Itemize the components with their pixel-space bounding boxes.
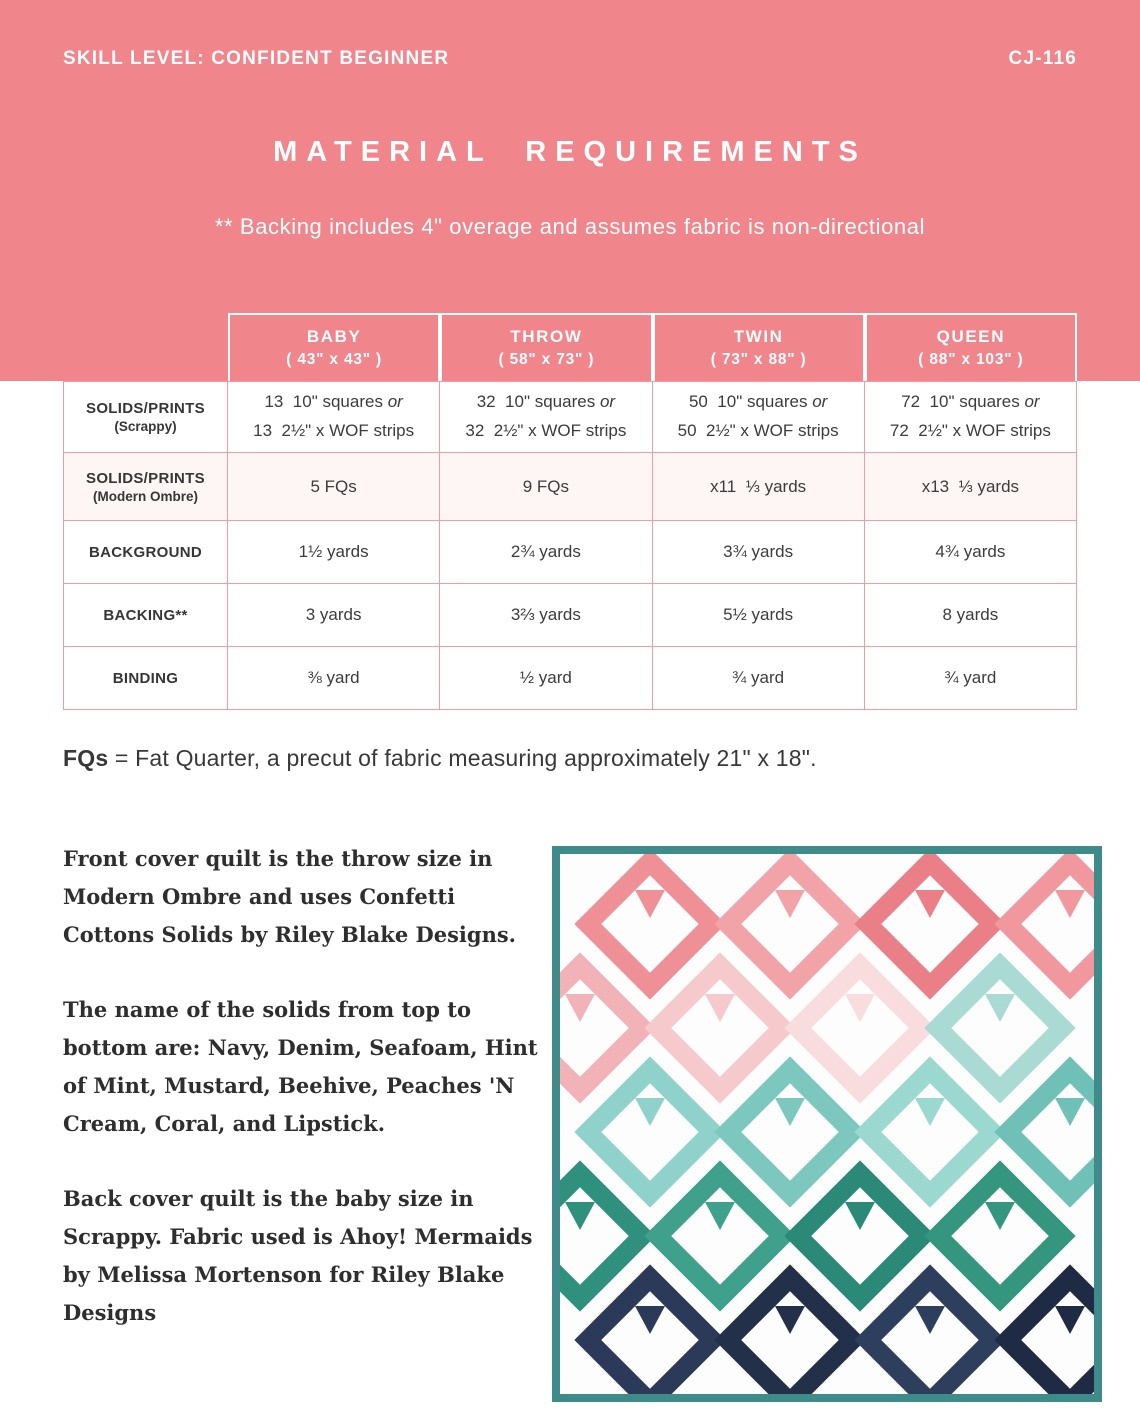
table-cell: ½ yard <box>440 647 652 710</box>
column-header-throw <box>440 313 652 381</box>
table-cell: 13 10" squares or 13 2½" x WOF strips <box>228 381 440 453</box>
description-column <box>63 840 541 1369</box>
row-label-binding: BINDING <box>63 647 228 710</box>
table-cell: 9 FQs <box>440 453 652 521</box>
column-name: TWIN <box>733 327 784 346</box>
pattern-code: CJ-116 <box>1008 48 1077 69</box>
row-label-background: BACKGROUND <box>63 521 228 584</box>
table-cell: 32 10" squares or 32 2½" x WOF strips <box>440 381 652 453</box>
skill-level-text: SKILL LEVEL: CONFIDENT BEGINNER <box>63 48 450 69</box>
column-size: ( 43" x 43" ) <box>286 351 382 368</box>
backing-note: ** Backing includes 4" overage and assumes fabric is non-directional <box>214 214 926 239</box>
table-cell: ¾ yard <box>865 647 1077 710</box>
table-header-spacer <box>63 313 228 381</box>
column-size: ( 88" x 103" ) <box>918 351 1024 368</box>
solids-names-paragraph: The name of the solids from top to bottom are: Navy, Denim, Seafoam, Hint of Mint, Mustard, Beehive, Peaches 'N Cream, Coral, and Lipstick. <box>63 997 538 1136</box>
fq-definition <box>63 745 817 772</box>
back-cover-paragraph: Back cover quilt is the baby size in Scrappy. Fabric used is Ahoy! Mermaids by Melissa Mortenson for Riley Blake Designs <box>63 1186 533 1325</box>
quilt-photo <box>552 846 1102 1402</box>
column-name: BABY <box>306 327 362 346</box>
quilt-image <box>552 846 1102 1402</box>
table-cell: 50 10" squares or 50 2½" x WOF strips <box>653 381 865 453</box>
table-cell: 3⅔ yards <box>440 584 652 647</box>
table-cell: 8 yards <box>865 584 1077 647</box>
fq-definition-text: = Fat Quarter, a precut of fabric measuring approximately 21" x 18". <box>108 745 817 771</box>
table-cell: 72 10" squares or 72 2½" x WOF strips <box>865 381 1077 453</box>
column-header-twin <box>653 313 865 381</box>
column-header-queen <box>865 313 1077 381</box>
table-cell: 5 FQs <box>228 453 440 521</box>
row-label-solids-ombre: SOLIDS/PRINTS (Modern Ombre) <box>63 453 228 521</box>
row-label-backing: BACKING** <box>63 584 228 647</box>
column-size: ( 58" x 73" ) <box>498 351 595 368</box>
table-cell: ¾ yard <box>653 647 865 710</box>
materials-table <box>63 313 1077 710</box>
column-name: QUEEN <box>936 327 1006 346</box>
page-title: MATERIAL REQUIREMENTS <box>273 136 867 168</box>
column-size: ( 73" x 88" ) <box>710 351 807 368</box>
fq-term: FQs <box>63 745 109 771</box>
row-label-solids-scrappy: SOLIDS/PRINTS (Scrappy) <box>63 381 228 453</box>
table-cell: ⅜ yard <box>228 647 440 710</box>
front-cover-paragraph: Front cover quilt is the throw size in Modern Ombre and uses Confetti Cottons Solids by Riley Blake Designs. <box>63 846 516 947</box>
table-cell: 3¾ yards <box>653 521 865 584</box>
table-cell: x13 ⅓ yards <box>865 453 1077 521</box>
table-cell: 4¾ yards <box>865 521 1077 584</box>
table-cell: 5½ yards <box>653 584 865 647</box>
column-header-baby <box>228 313 440 381</box>
table-cell: 3 yards <box>228 584 440 647</box>
column-name: THROW <box>510 327 583 346</box>
table-cell: 2¾ yards <box>440 521 652 584</box>
table-cell: 1½ yards <box>228 521 440 584</box>
table-cell: x11 ⅓ yards <box>653 453 865 521</box>
